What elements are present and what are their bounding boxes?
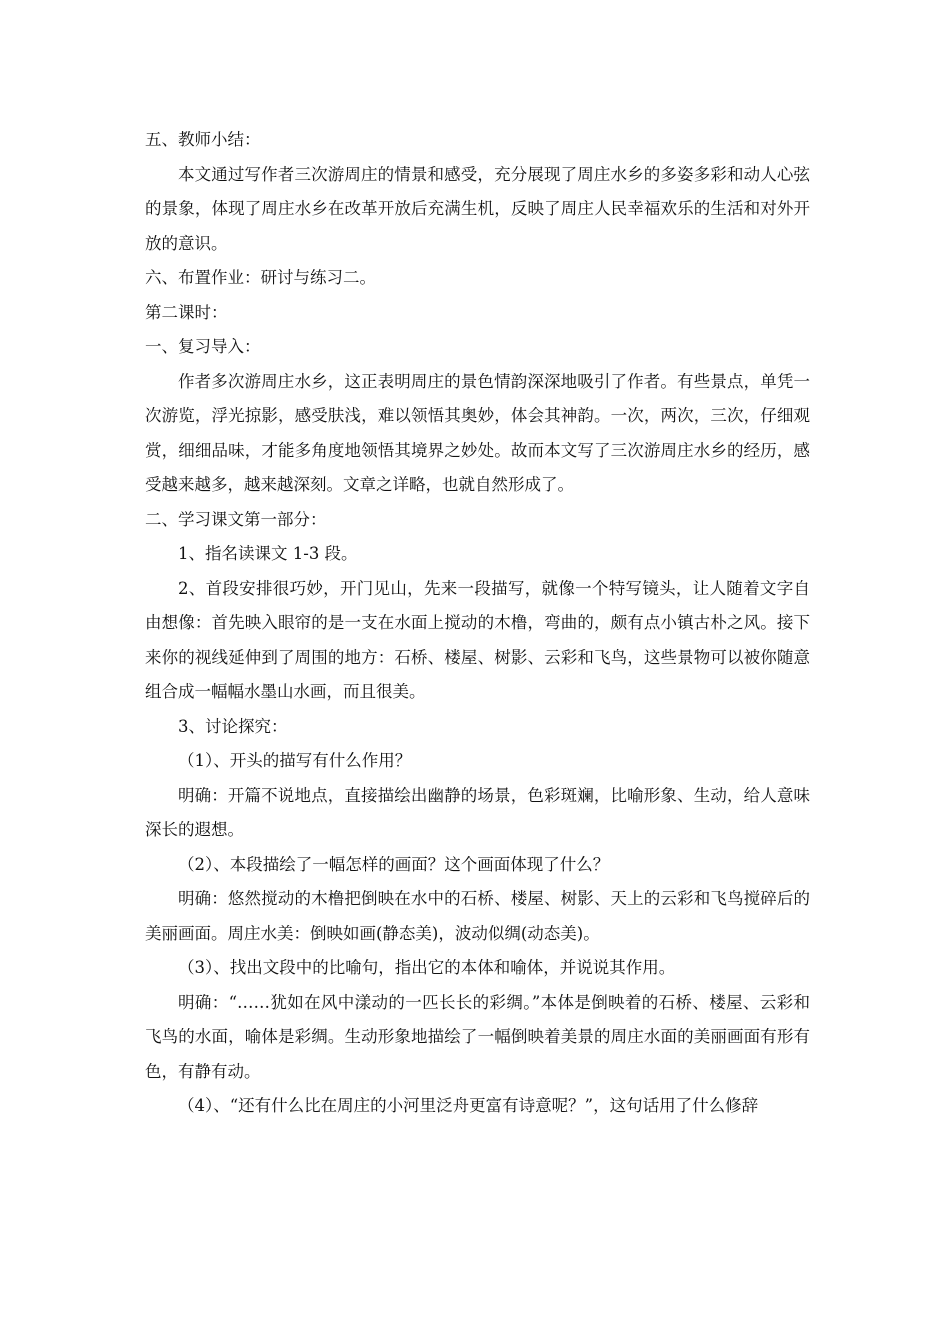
- answer-3: 明确：“……犹如在风中漾动的一匹长长的彩绸。”本体是倒映着的石桥、楼屋、云彩和飞鸟的水面，喻体是彩绸。生动形象地描绘了一幅倒映着美景的周庄水面的美丽画面有形有色，有静有动。: [145, 992, 810, 1081]
- paragraph-review: 作者多次游周庄水乡，这正表明周庄的景色情韵深深地吸引了作者。有些景点，单凭一次游览，浮光掠影，感受肤浅，难以领悟其奥妙，体会其神韵。一次，两次，三次，仔细观赏，细细品味，才能多角度地领悟其境界之妙处。故而本文写了三次游周庄水乡的经历，感受越来越多，越来越深刻。文章之详略，也就自然形成了。: [145, 371, 810, 494]
- question-1: （1）、开头的描写有什么作用？: [178, 751, 412, 770]
- paragraph-summary: 本文通过写作者三次游周庄的情景和感受，充分展现了周庄水乡的多姿多彩和动人心弦的景象，体现了周庄水乡在改革开放后充满生机，反映了周庄人民幸福欢乐的生活和对外开放的意识。: [145, 164, 810, 253]
- question-3: （3）、找出文段中的比喻句，指出它的本体和喻体，并说说其作用。: [178, 958, 676, 977]
- question-2: （2）、本段描绘了一幅怎样的画面？这个画面体现了什么？: [178, 854, 610, 874]
- list-item-1: 1、指名读课文 1-3 段。: [178, 544, 358, 563]
- section-heading-second-lesson: 第二课时：: [145, 302, 228, 322]
- list-item-3: 3、讨论探究：: [178, 716, 288, 736]
- answer-1: 明确：开篇不说地点，直接描绘出幽静的场景，色彩斑斓，比喻形象、生动，给人意味深长的遐想。: [145, 785, 810, 839]
- document-body: [145, 123, 810, 1124]
- section-heading-homework: 六、布置作业：研讨与练习二。: [145, 268, 376, 287]
- section-heading-review: 一、复习导入：: [145, 337, 261, 356]
- answer-2: 明确：悠然搅动的木橹把倒映在水中的石桥、楼屋、树影、天上的云彩和飞鸟搅碎后的美丽画面。周庄水美：倒映如画(静态美)，波动似绸(动态美)。: [145, 889, 810, 943]
- section-heading-teacher-summary: 五、教师小结：: [145, 130, 261, 149]
- section-heading-part-one: 二、学习课文第一部分：: [145, 509, 327, 529]
- list-item-2: 2、首段安排很巧妙，开门见山，先来一段描写，就像一个特写镜头，让人随着文字自由想像：首先映入眼帘的是一支在水面上搅动的木橹，弯曲的，颇有点小镇古朴之风。接下来你的视线延伸到了周围的地方：石桥、楼屋、树影、云彩和飞鸟，这些景物可以被你随意组合成一幅幅水墨山水画，而且很美。: [145, 578, 810, 701]
- question-4: （4）、“还有什么比在周庄的小河里泛舟更富有诗意呢？”，这句话用了什么修辞: [178, 1096, 759, 1115]
